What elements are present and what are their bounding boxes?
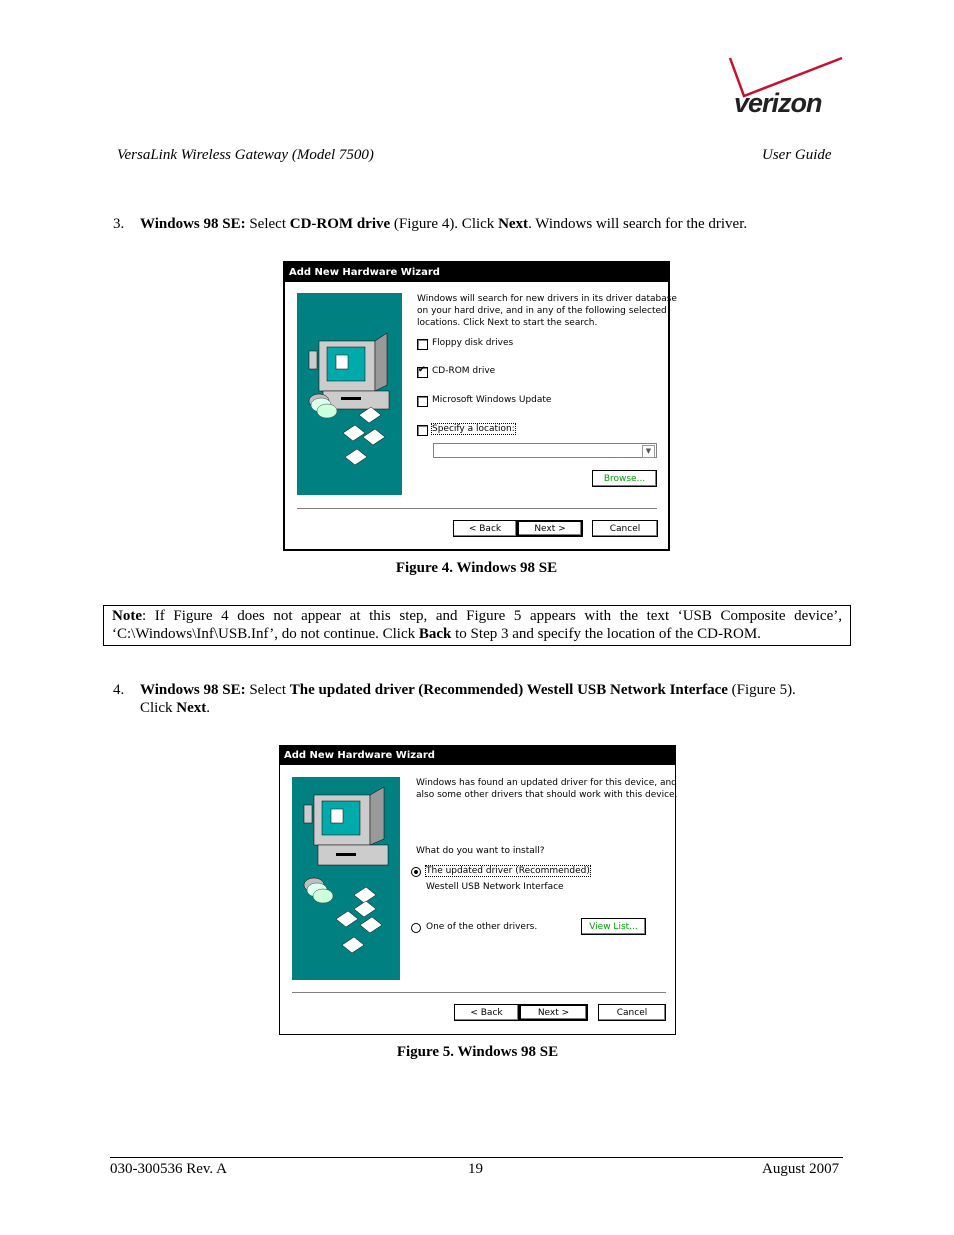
other-drivers-radio[interactable] [411, 923, 421, 933]
step3-b1: CD-ROM drive [289, 216, 391, 232]
step3-number: 3. [113, 216, 125, 232]
desc-line: locations. Click Next to start the search. [417, 318, 598, 328]
dialog-title: Add New Hardware Wizard [285, 263, 668, 282]
separator [292, 992, 666, 994]
step4-t3: Click [140, 700, 177, 716]
wizard-description [417, 293, 677, 329]
footer-doc-number: 030-300536 Rev. A [110, 1161, 227, 1177]
wizard-description [416, 777, 677, 801]
header-product: VersaLink Wireless Gateway (Model 7500) [117, 147, 374, 163]
back-button[interactable]: < Back [453, 520, 517, 537]
location-combo[interactable] [433, 443, 657, 458]
specify-location-checkbox[interactable] [417, 425, 428, 436]
updated-driver-radio[interactable] [411, 867, 421, 877]
windows-update-checkbox[interactable] [417, 396, 428, 407]
computer-cd-icon [292, 777, 400, 980]
cancel-button[interactable]: Cancel [598, 1004, 666, 1021]
figure5-caption: Figure 5. Windows 98 SE [396, 1044, 559, 1060]
note-b1: Back [418, 626, 452, 642]
note-line-2 [112, 625, 842, 643]
step3-t3: . Windows will search for the driver. [528, 216, 748, 232]
desc-line: on your hard drive, and in any of the following selected [417, 306, 667, 316]
floppy-label: Floppy disk drives [432, 338, 514, 348]
floppy-checkbox[interactable] [417, 339, 428, 350]
step3-lead: Windows 98 SE: [140, 216, 246, 232]
cancel-button[interactable]: Cancel [592, 520, 658, 537]
step3-t2: (Figure 4). Click [390, 216, 499, 232]
updated-driver-label: The updated driver (Recommended) [426, 866, 590, 876]
next-button[interactable]: Next > [517, 520, 583, 537]
note-box [103, 605, 851, 646]
note-t3: to Step 3 and specify the location of the CD-ROM. [451, 626, 761, 642]
cdrom-label: CD-ROM drive [432, 366, 496, 376]
footer-rule [110, 1157, 843, 1158]
footer-page-number: 19 [468, 1161, 483, 1177]
wizard-side-image [297, 293, 402, 495]
logo-wordmark: verizon [734, 88, 822, 118]
next-button[interactable]: Next > [519, 1004, 588, 1021]
step4-b1: The updated driver (Recommended) Westell USB Network Interface [289, 682, 728, 698]
step4-t2: (Figure 5). [727, 682, 796, 698]
step4-lead: Windows 98 SE: [140, 682, 246, 698]
note-t2: ‘C:\Windows\Inf\USB.Inf’, do not continue. Click [112, 626, 419, 642]
step3-t1: Select [245, 216, 290, 232]
verizon-logo [728, 54, 848, 124]
note-line-1 [112, 607, 842, 625]
header-doc-type: User Guide [762, 147, 832, 163]
step3-b2: Next [498, 216, 529, 232]
step4-b2: Next [176, 700, 207, 716]
browse-button[interactable]: Browse... [592, 470, 657, 487]
figure4-caption: Figure 4. Windows 98 SE [395, 560, 558, 576]
other-drivers-label: One of the other drivers. [426, 922, 538, 932]
install-question: What do you want to install? [416, 846, 545, 856]
step4-number: 4. [113, 682, 125, 698]
wizard-side-image [292, 777, 400, 980]
figure4-dialog [283, 261, 677, 551]
desc-line: also some other drivers that should work with this device. [416, 790, 678, 800]
computer-cd-icon [297, 293, 402, 495]
figure5-dialog [279, 745, 676, 1035]
chevron-down-icon[interactable]: ▼ [642, 445, 655, 458]
desc-line: Windows has found an updated driver for this device, and [416, 778, 677, 788]
step4-t4: . [206, 700, 210, 716]
cdrom-checkbox[interactable] [417, 367, 428, 378]
driver-name: Westell USB Network Interface [426, 882, 564, 892]
step3-text [140, 215, 747, 233]
specify-location-label: Specify a location: [432, 424, 515, 434]
note-label: Note [112, 608, 142, 624]
footer-date: August 2007 [762, 1161, 840, 1177]
back-button[interactable]: < Back [454, 1004, 519, 1021]
step4-text [140, 681, 796, 717]
view-list-button[interactable]: View List... [581, 918, 646, 935]
separator [297, 508, 657, 510]
windows-update-label: Microsoft Windows Update [432, 395, 552, 405]
note-t1: : If Figure 4 does not appear at this step, and Figure 5 appears with the text ‘USB Composite device’, [142, 608, 842, 624]
dialog-title: Add New Hardware Wizard [280, 746, 675, 765]
desc-line: Windows will search for new drivers in its driver database [417, 294, 677, 304]
step4-t1: Select [245, 682, 290, 698]
